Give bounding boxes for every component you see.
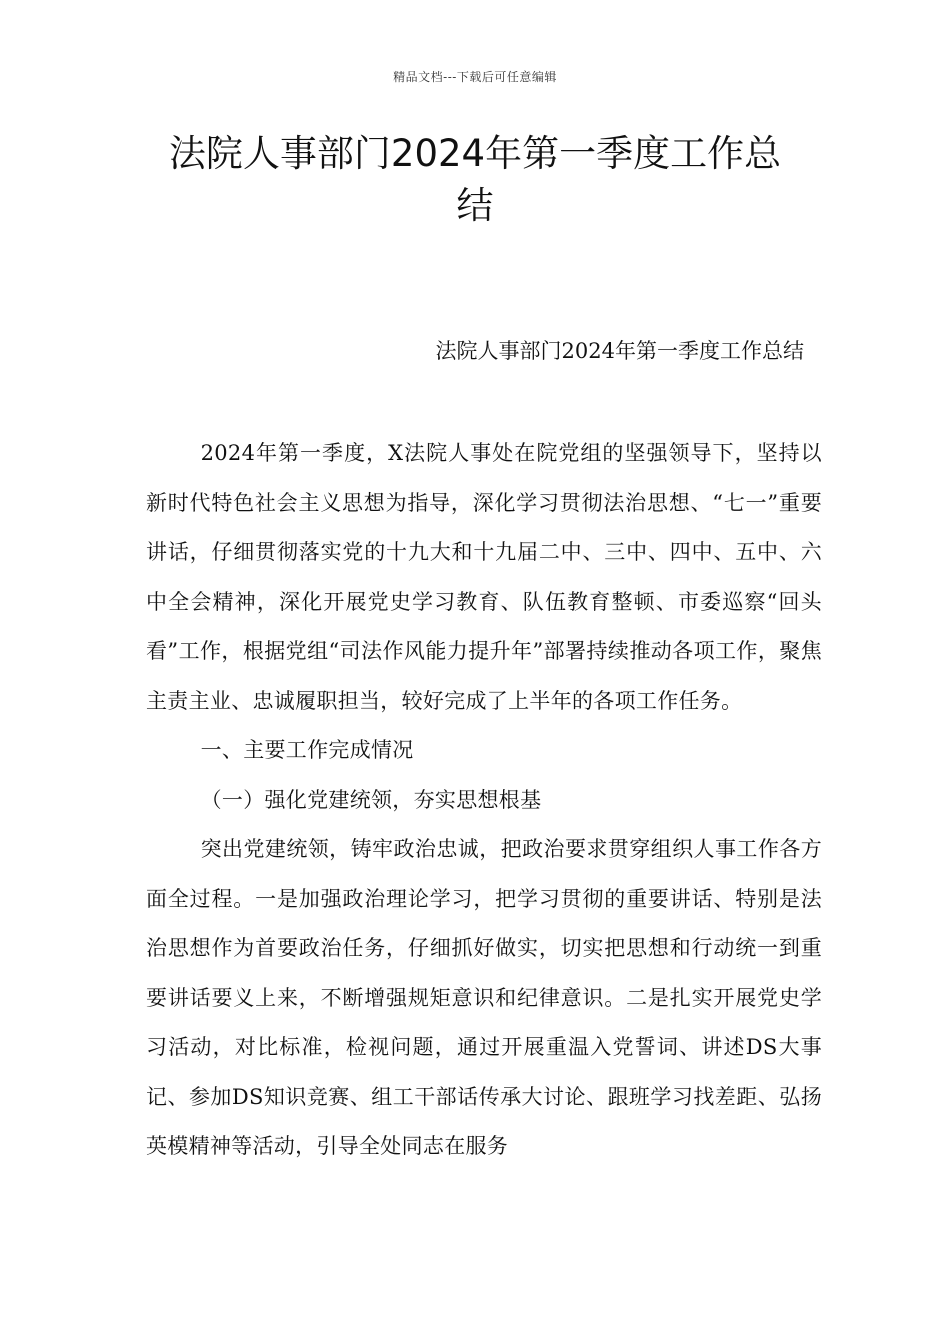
section-heading: 一、主要工作完成情况 — [200, 738, 414, 762]
document-title-line-2: 结 — [456, 184, 494, 227]
document-title-line-1: 法院人事部门2024年第一季度工作总 — [168, 132, 782, 175]
intro-paragraph: 2024年第一季度，X法院人事处在院党组的坚强领导下，坚持以新时代特色社会主义思想为指导，深化学习贯彻法治思想、“七一”重要讲话，仔细贯彻落实党的十九大和十九届二中、三中、四中、五中、六中全会精神，深化开展党史学习教育、队伍教育整顿、市委巡察“回头看”工作，根据党组“司法作风能力提升年”部署持续推动各项工作，聚焦主责主业、忠诚履职担当，较好完成了上半年的各项工作任务。 — [146, 441, 822, 713]
document-body — [146, 429, 822, 1172]
document-subtitle: 法院人事部门2024年第一季度工作总结 — [435, 339, 804, 363]
header-watermark: 精品文档---下载后可任意编辑 — [393, 70, 557, 84]
subsection-heading: （一）强化党建统领，夯实思想根基 — [200, 787, 542, 812]
body-paragraph: 突出党建统领，铸牢政治忠诚，把政治要求贯穿组织人事工作各方面全过程。一是加强政治理论学习，把学习贯彻的重要讲话、特别是法治思想作为首要政治任务，仔细抓好做实，切实把思想和行动统一到重要讲话要义上来，不断增强规矩意识和纪律意识。二是扎实开展党史学习活动，对比标准，检视问题，通过开展重温入党誓词、讲述DS大事记、参加DS知识竞赛、组工干部话传承大讨论、跟班学习找差距、弘扬英模精神等活动，引导全处同志在服务 — [146, 837, 822, 1158]
document-title — [140, 128, 810, 232]
